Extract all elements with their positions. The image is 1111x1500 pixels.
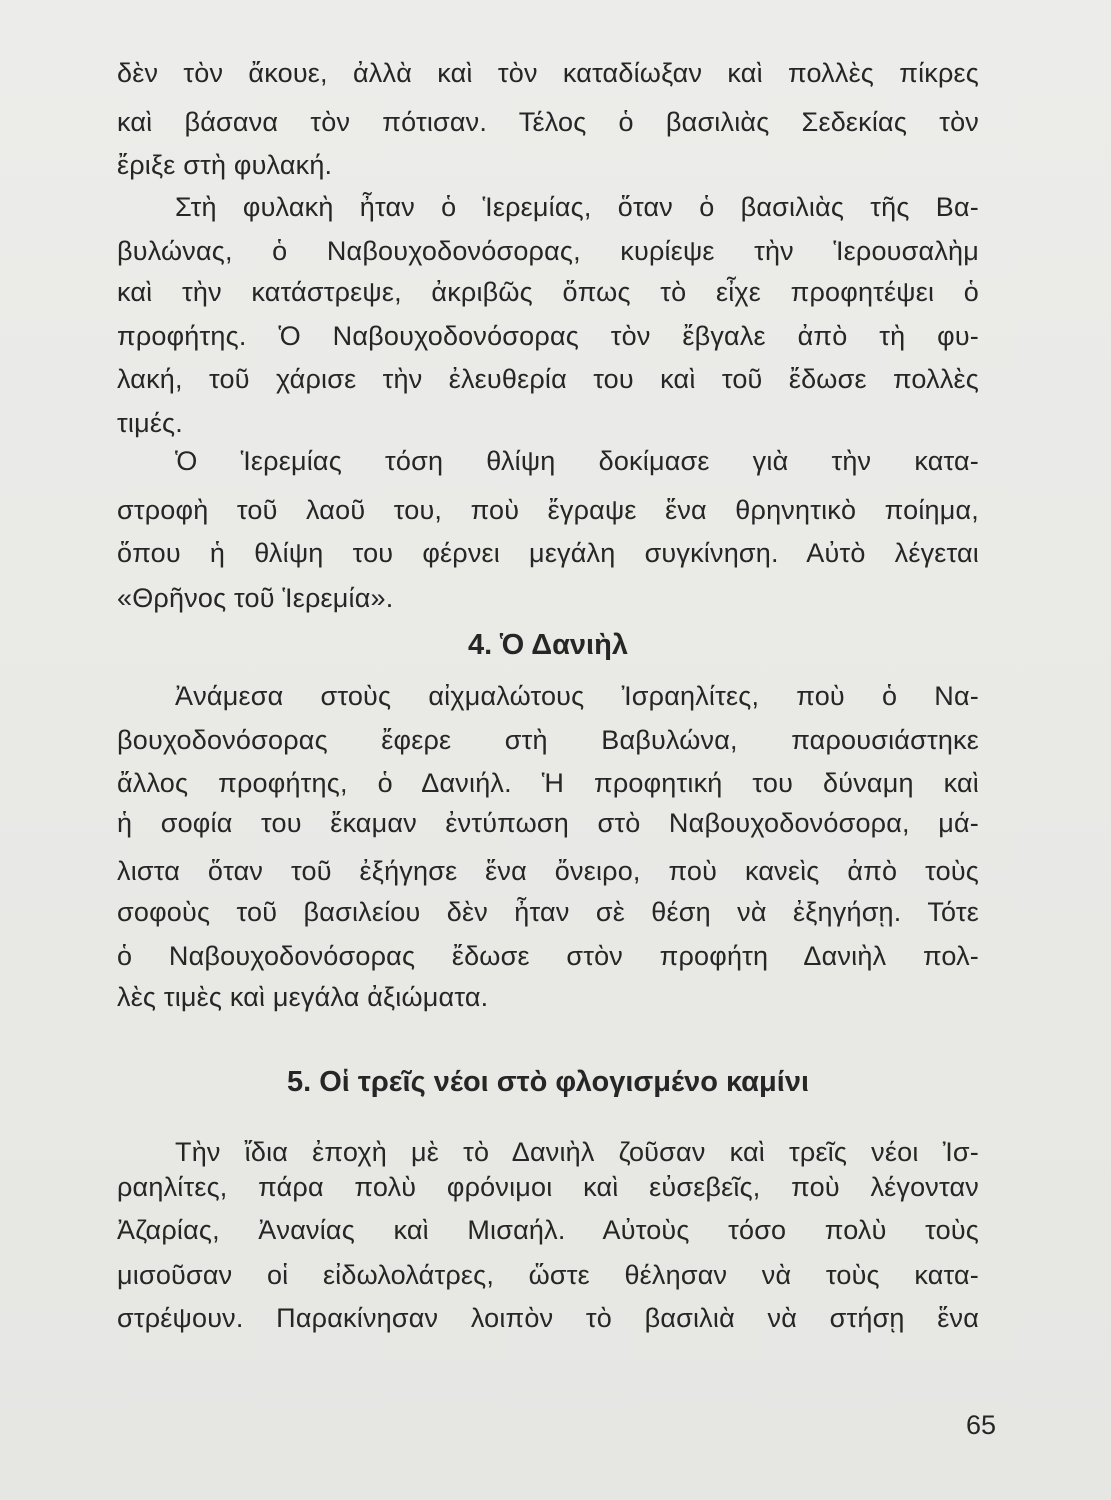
- text-line: λακή, τοῦ χάρισε τὴν ἐλευθερία του καὶ τοῦ ἔδωσε πολλὲς: [117, 364, 979, 394]
- text-line: τιμές.: [117, 408, 183, 438]
- text-line: δὲν τὸν ἄκουε, ἀλλὰ καὶ τὸν καταδίωξαν καὶ πολλὲς πίκρες: [117, 58, 979, 88]
- text-line: Τὴν ἴδια ἐποχὴ μὲ τὸ Δανιὴλ ζοῦσαν καὶ τρεῖς νέοι Ἰσ-: [175, 1137, 979, 1167]
- text-line: σοφοὺς τοῦ βασιλείου δὲν ἦταν σὲ θέση νὰ ἐξηγήσῃ. Τότε: [117, 897, 979, 927]
- text-line: προφήτης. Ὁ Ναβουχοδονόσορας τὸν ἔβγαλε ἀπὸ τὴ φυ-: [117, 321, 979, 351]
- text-line: «Θρῆνος τοῦ Ἱερεμία».: [117, 583, 394, 613]
- text-line: Ὁ Ἱερεμίας τόση θλίψη δοκίμασε γιὰ τὴν κατα-: [175, 446, 979, 476]
- text-line: ἄλλος προφήτης, ὁ Δανιήλ. Ἡ προφητική του δύναμη καὶ: [117, 768, 979, 798]
- section-heading-daniel: 4. Ὁ Δανιὴλ: [468, 629, 628, 661]
- text-line: ἡ σοφία του ἔκαμαν ἐντύπωση στὸ Ναβουχοδονόσορα, μά-: [117, 808, 979, 838]
- text-line: ὅπου ἡ θλίψη του φέρνει μεγάλη συγκίνηση. Αὐτὸ λέγεται: [117, 538, 979, 568]
- text-line: καὶ τὴν κατάστρεψε, ἀκριβῶς ὅπως τὸ εἶχε προφητέψει ὁ: [117, 277, 979, 307]
- text-line: καὶ βάσανα τὸν πότισαν. Τέλος ὁ βασιλιὰς Σεδεκίας τὸν: [117, 107, 979, 137]
- text-line: βουχοδονόσορας ἔφερε στὴ Βαβυλώνα, παρουσιάστηκε: [117, 725, 979, 755]
- text-line: στροφὴ τοῦ λαοῦ του, ποὺ ἔγραψε ἕνα θρηνητικὸ ποίημα,: [117, 495, 979, 525]
- text-line: λιστα ὅταν τοῦ ἐξήγησε ἕνα ὄνειρο, ποὺ κανεὶς ἀπὸ τοὺς: [117, 856, 979, 886]
- text-line: βυλώνας, ὁ Ναβουχοδονόσορας, κυρίεψε τὴν Ἱερουσαλὴμ: [117, 236, 979, 266]
- text-line: στρέψουν. Παρακίνησαν λοιπὸν τὸ βασιλιὰ νὰ στήσῃ ἕνα: [117, 1303, 979, 1333]
- section-heading-three-youths: 5. Οἱ τρεῖς νέοι στὸ φλογισμένο καμίνι: [287, 1066, 809, 1098]
- text-line: μισοῦσαν οἱ εἰδωλολάτρες, ὥστε θέλησαν νὰ τοὺς κατα-: [117, 1260, 979, 1290]
- text-line: ὁ Ναβουχοδονόσορας ἔδωσε στὸν προφήτη Δανιὴλ πολ-: [117, 941, 979, 971]
- text-line: ἔριξε στὴ φυλακή.: [117, 150, 333, 180]
- text-line: Ἀνάμεσα στοὺς αἰχμαλώτους Ἰσραηλίτες, ποὺ ὁ Να-: [175, 681, 979, 711]
- text-line: Στὴ φυλακὴ ἦταν ὁ Ἱερεμίας, ὅταν ὁ βασιλιὰς τῆς Βα-: [175, 192, 979, 222]
- page-number: 65: [965, 1410, 996, 1440]
- text-line: ραηλίτες, πάρα πολὺ φρόνιμοι καὶ εὐσεβεῖς, ποὺ λέγονταν: [117, 1172, 979, 1202]
- text-line: Ἀζαρίας, Ἀνανίας καὶ Μισαήλ. Αὐτοὺς τόσο πολὺ τοὺς: [117, 1215, 979, 1245]
- text-line: λὲς τιμὲς καὶ μεγάλα ἀξιώματα.: [117, 982, 489, 1012]
